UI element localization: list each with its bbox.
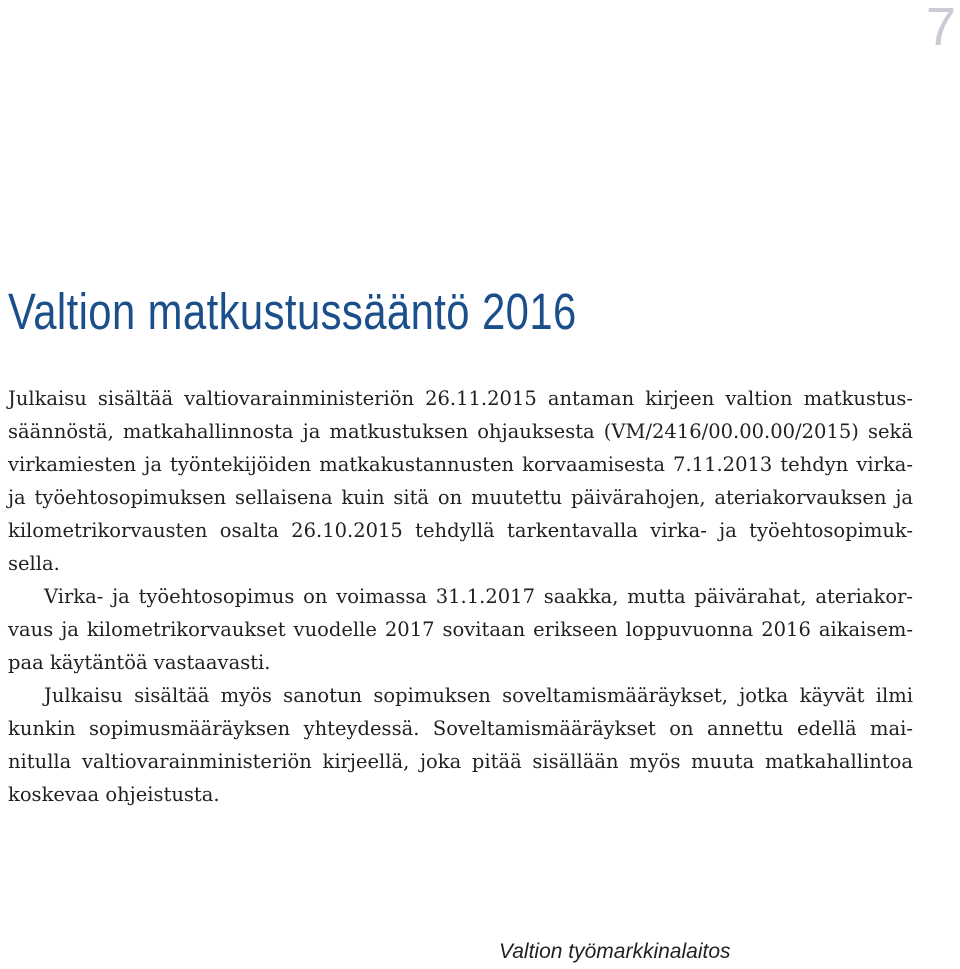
page-number: 7 bbox=[925, 0, 956, 57]
paragraph-2 bbox=[8, 580, 913, 679]
text-line: sella. bbox=[8, 552, 60, 575]
text-line: Virka- ja työehtosopimus on voimassa 31.1.2017 saakka, mutta päivärahat, ateriakor- bbox=[44, 585, 913, 608]
text-line: koskevaa ohjeistusta. bbox=[8, 783, 220, 806]
text-line: paa käytäntöä vastaavasti. bbox=[8, 651, 271, 674]
paragraph-1 bbox=[8, 382, 913, 580]
paragraph-3 bbox=[8, 679, 913, 811]
text-line: kilometrikorvausten osalta 26.10.2015 tehdyllä tarkentavalla virka- ja työehtosopimuk- bbox=[8, 519, 913, 542]
text-line: Julkaisu sisältää myös sanotun sopimuksen soveltamismääräykset, jotka käyvät ilmi bbox=[44, 684, 913, 707]
text-line: ja työehtosopimuksen sellaisena kuin sitä on muutettu päivärahojen, ateriakorvauksen ja bbox=[8, 486, 913, 509]
text-line: vaus ja kilometrikorvaukset vuodelle 2017 sovitaan erikseen loppuvuonna 2016 aikaisem- bbox=[8, 618, 913, 641]
text-line: säännöstä, matkahallinnosta ja matkustuksen ohjauksesta (VM/2416/00.00.00/2015) sekä bbox=[8, 420, 913, 443]
text-line: virkamiesten ja työntekijöiden matkakustannusten korvaamisesta 7.11.2013 tehdyn virka- bbox=[8, 453, 913, 476]
body-text bbox=[8, 382, 913, 811]
text-line: Julkaisu sisältää valtiovarainministeriön 26.11.2015 antaman kirjeen valtion matkustus- bbox=[8, 387, 913, 410]
text-line: nitulla valtiovarainministeriön kirjeellä, joka pitää sisällään myös muuta matkahallintoa bbox=[8, 750, 913, 773]
text-line: kunkin sopimusmääräyksen yhteydessä. Soveltamismääräykset on annettu edellä mai- bbox=[8, 717, 913, 740]
page-title: Valtion matkustussääntö 2016 bbox=[8, 283, 577, 340]
publisher-footer: Valtion työmarkkinalaitos bbox=[499, 940, 731, 963]
